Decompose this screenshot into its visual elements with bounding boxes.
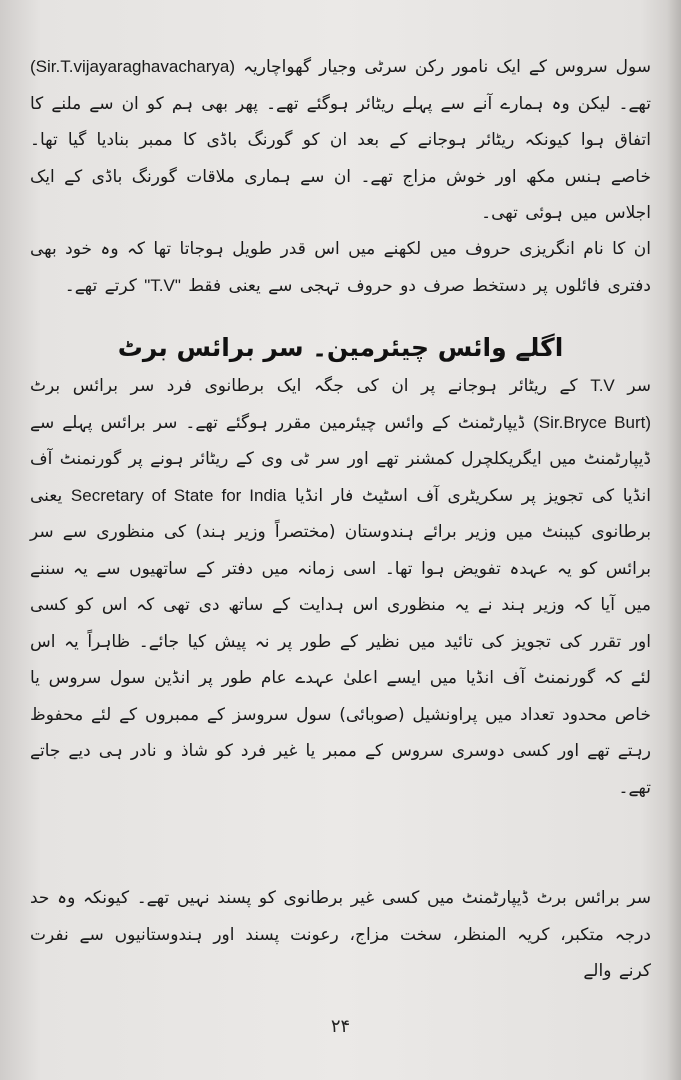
paragraph-1-text-b: تھے۔ لیکن وہ ہمارے آنے سے پہلے ریٹائر ہوگئے تھے۔ پھر بھی ہم کو ان سے ملنے کا اتفاق ہوا کیونکہ ریٹائر ہوجانے کے بعد ان کو گورنگ باڈی کا ممبر بنادیا گیا تھا۔ خاصے ہنس مکھ اور خوش مزاج تھے۔ ان سے ہماری ملاقات گورنگ باڈی کے ایک اجلاس میں ہوئی تھی۔ (30, 93, 651, 223)
paragraph-2-initials: "T.V" (144, 275, 181, 295)
paragraph-3-initials: T.V (590, 376, 615, 395)
paragraph-1-text-a: سول سروس کے ایک نامور رکن سرٹی وجیار گھواچاریہ (243, 57, 651, 77)
paragraph-3-text-d: یعنی برطانوی کیبنٹ میں وزیر برائے ہندوستان (مختصراً وزیر ہند) کی منظوری سے سر برائس کو یہ عہدہ تفویض ہوا تھا۔ اسی زمانہ میں دفتر کے ساتھیوں سے یہ سننے میں آیا کہ وزیر ہند نے یہ منظوری اس ہدایت کے ساتھ دی تھی کہ اس کو کسی اور تقرر کی تجویز کی تائید میں نظیر کے طور پر نہ پیش کیا جائے۔ ظاہراً یہ اس لئے کہ گورنمنٹ آف انڈیا میں ایسے اعلیٰ عہدے عام طور پر انڈین سول سروس یا خاص محدود تعداد میں پراونشیل (صوبائی) سول سروسز کے ممبروں کے لئے محفوظ رہتے تھے اور کسی دوسری سروس کے ممبر یا غیر فرد کو شاذ و نادر ہی دیے جاتے تھے۔ (30, 485, 651, 798)
page-number: ۲۴ (330, 1016, 351, 1037)
paragraph-1 (30, 49, 651, 232)
paragraph-3-english-title: Secretary of State for India (70, 485, 287, 505)
paragraph-3-text-b: کے ریٹائر ہوجانے پر ان کی جگہ ایک برطانوی فرد سر برائس برٹ (30, 376, 578, 396)
paragraph-2-text-a: ان کا نام انگریزی حروف میں لکھنے میں اس قدر طویل ہوجاتا تھا کہ وہ خود بھی دفتری فائلوں پر دستخط صرف دو حروف تہجی سے یعنی فقط (30, 239, 651, 296)
binding-shadow (667, 0, 681, 1080)
paragraph-3-text-c: ڈیپارٹمنٹ کے وائس چیئرمین مقرر ہوگئے تھے۔ سر برائس پہلے سے ڈیپارٹمنٹ میں ایگریکلچرل کمشنر تھے اور سر ٹی وی کے ریٹائر ہونے پر گورنمنٹ آف انڈیا کی تجویز پر سکریٹری آف اسٹیٹ فار انڈیا (30, 412, 652, 506)
section-heading: اگلے وائس چیئرمین۔ سر برائس برٹ (117, 333, 564, 362)
paragraph-2 (30, 231, 651, 304)
paragraph-4: سر برائس برٹ ڈیپارٹمنٹ میں کسی غیر برطانوی کو پسند نہیں تھے۔ کیونکہ وہ حد درجہ متکبر، کریہ المنظر، سخت مزاج، رعونت پسند اور ہندوستانیوں سے نفرت کرنے والے (30, 888, 651, 981)
paragraph-3-english-name: (Sir.Bryce Burt) (533, 412, 651, 432)
paragraph-1-english-name: (Sir.T.vijayaraghavacharya) (30, 57, 236, 76)
paragraph-3-text-a: سر (627, 376, 651, 396)
paragraph-2-text-b: کرتے تھے۔ (64, 275, 137, 296)
paragraph-3 (30, 368, 651, 806)
